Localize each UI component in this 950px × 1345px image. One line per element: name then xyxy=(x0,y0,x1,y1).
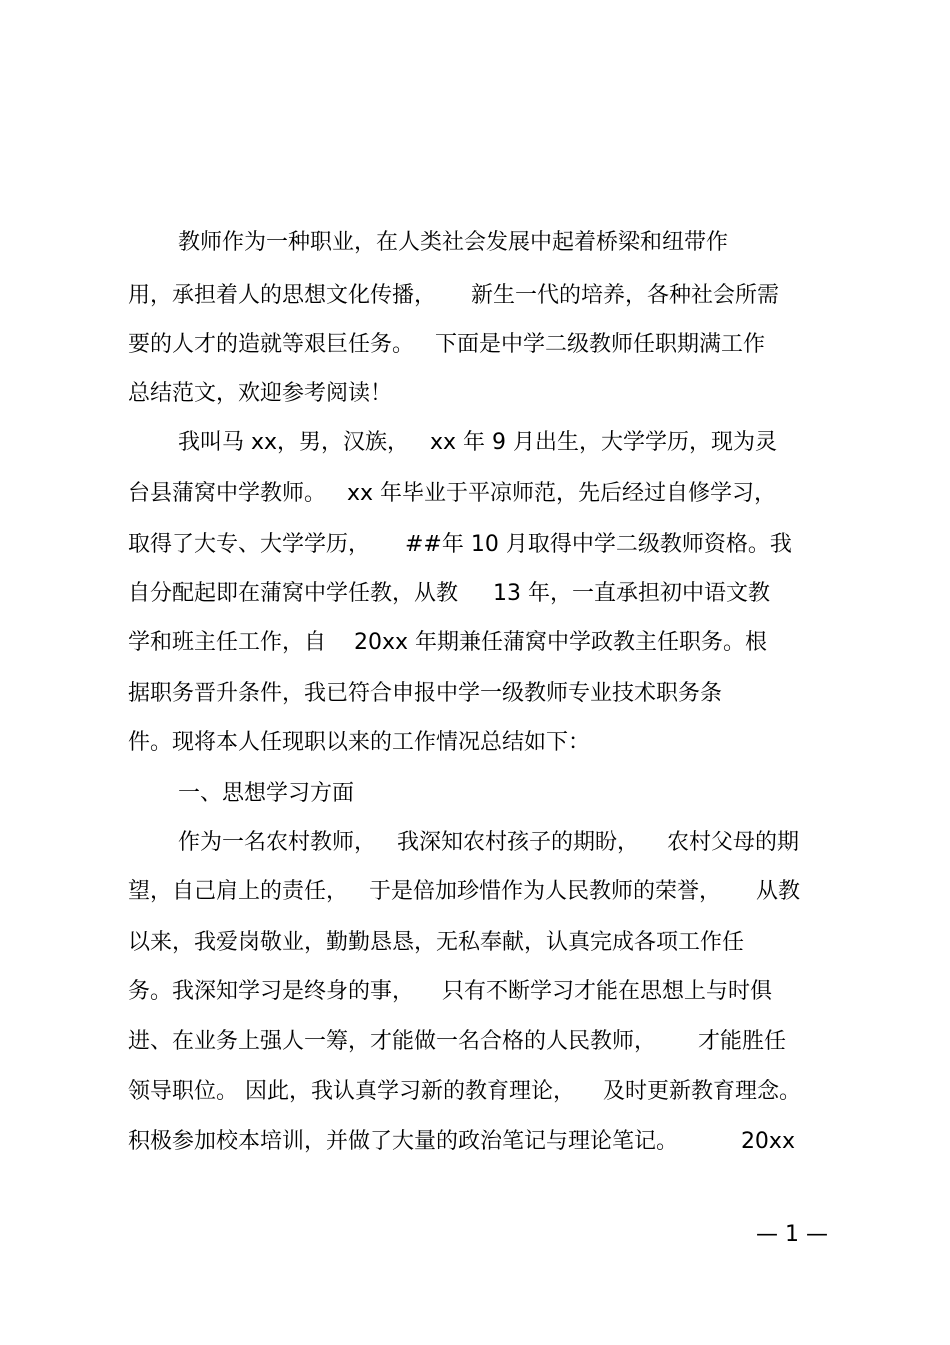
text-line: 要的人才的造就等艰巨任务。 下面是中学二级教师任职期满工作 xyxy=(128,332,765,357)
text-line: 用，承担着人的思想文化传播， 新生一代的培养，各种社会所需 xyxy=(128,283,779,308)
text-line: 台县蒲窝中学教师。 xx 年毕业于平凉师范，先后经过自修学习， xyxy=(128,481,777,506)
text-line: 我叫马 xx，男，汉族， xx 年 9 月出生，大学学历，现为灵 xyxy=(178,430,778,455)
text-line: 作为一名农村教师， 我深知农村孩子的期盼， 农村父母的期 xyxy=(178,830,799,855)
text-line: 教师作为一种职业，在人类社会发展中起着桥梁和纽带作 xyxy=(178,230,729,255)
text-line: 进、在业务上强人一筹，才能做一名合格的人民教师， 才能胜任 xyxy=(128,1029,786,1054)
text-line: 积极参加校本培训，并做了大量的政治笔记与理论笔记。 20xx xyxy=(128,1129,795,1154)
text-line: 领导职位。 因此，我认真学习新的教育理论， 及时更新教育理念。 xyxy=(128,1079,801,1104)
text-line: 以来，我爱岗敬业，勤勤恳恳，无私奉献，认真完成各项工作任 xyxy=(128,930,745,955)
text-line: 务。我深知学习是终身的事， 只有不断学习才能在思想上与时俱 xyxy=(128,979,772,1004)
page-number: — 1 — xyxy=(756,1222,828,1247)
text-line: 总结范文，欢迎参考阅读！ xyxy=(128,381,393,406)
text-line: 取得了大专、大学学历， ##年 10 月取得中学二级教师资格。我 xyxy=(128,532,792,557)
text-line: 自分配起即在蒲窝中学任教，从教 13 年，一直承担初中语文教 xyxy=(128,581,770,606)
text-line: 据职务晋升条件，我已符合申报中学一级教师专业技术职务条 xyxy=(128,681,723,706)
text-line: 件。现将本人任现职以来的工作情况总结如下： xyxy=(128,730,591,755)
text-line: 望，自己肩上的责任， 于是倍加珍惜作为人民教师的荣誉， 从教 xyxy=(128,879,800,904)
text-line: 学和班主任工作，自 20xx 年期兼任蒲窝中学政教主任职务。根 xyxy=(128,630,768,655)
section-heading: 一、思想学习方面 xyxy=(178,781,355,806)
